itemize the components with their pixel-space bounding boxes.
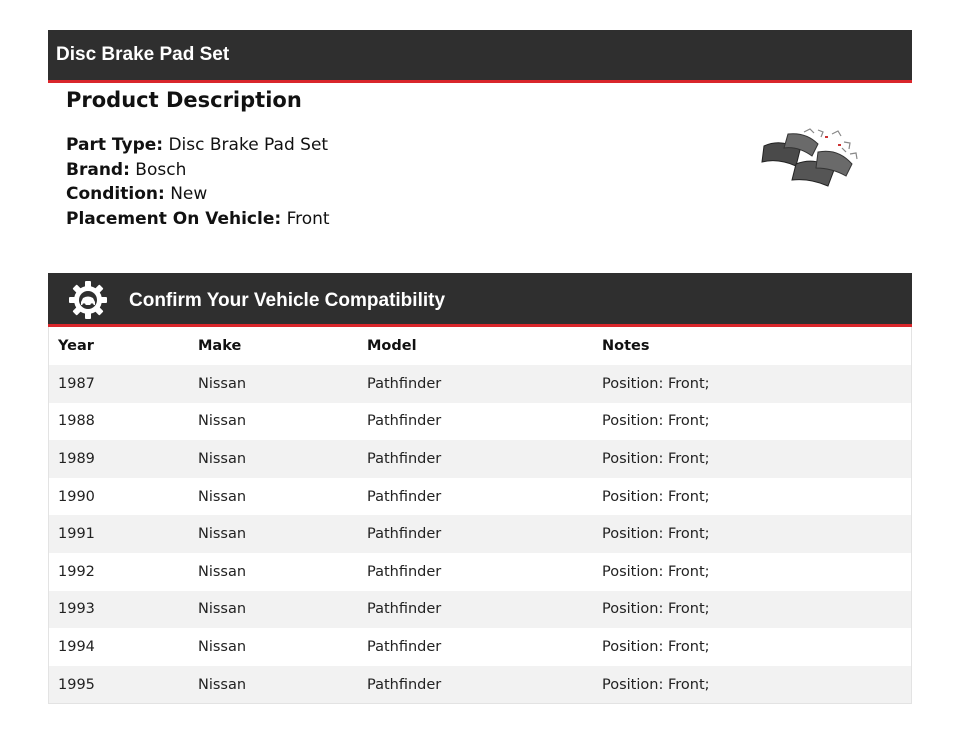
cell-make: Nissan [198, 526, 247, 543]
table-row [49, 553, 911, 591]
cell-model: Pathfinder [367, 375, 442, 392]
brake-pad-image[interactable] [752, 124, 872, 204]
description-heading: Product Description [66, 88, 302, 112]
cell-model: Pathfinder [367, 601, 442, 618]
cell-model: Pathfinder [367, 413, 442, 430]
spec-value: New [170, 184, 208, 204]
cell-make: Nissan [198, 601, 247, 618]
spec-key: Part Type: [66, 135, 164, 155]
cell-notes: Position: Front; [602, 638, 710, 655]
cell-year: 1989 [58, 450, 95, 467]
cell-year: 1990 [58, 488, 95, 505]
cell-year: 1988 [58, 413, 95, 430]
cell-make: Nissan [198, 676, 247, 693]
cell-notes: Position: Front; [602, 601, 710, 618]
cell-model: Pathfinder [367, 526, 442, 543]
cell-model: Pathfinder [367, 450, 442, 467]
table-row [49, 591, 911, 629]
cell-model: Pathfinder [367, 676, 442, 693]
cell-year: 1995 [58, 676, 95, 693]
gear-car-icon [68, 280, 108, 320]
spec-value: Bosch [135, 159, 187, 180]
cell-make: Nissan [198, 488, 247, 505]
table-row [49, 515, 911, 553]
cell-make: Nissan [198, 638, 247, 655]
cell-year: 1987 [58, 375, 95, 392]
spec-key: Placement On Vehicle: [66, 208, 282, 229]
column-header-year: Year [58, 338, 94, 354]
cell-model: Pathfinder [367, 638, 442, 655]
cell-year: 1992 [58, 563, 95, 580]
cell-make: Nissan [198, 375, 247, 392]
spec-key: Brand: [66, 159, 130, 180]
table-row [49, 666, 911, 704]
cell-notes: Position: Front; [602, 450, 710, 467]
table-row [49, 403, 911, 441]
table-row [49, 365, 911, 403]
cell-notes: Position: Front; [602, 488, 710, 505]
compatibility-table [48, 327, 912, 704]
cell-model: Pathfinder [367, 488, 442, 505]
cell-notes: Position: Front; [602, 676, 710, 693]
cell-notes: Position: Front; [602, 563, 710, 580]
spec-value: Front [286, 208, 330, 229]
table-row [49, 478, 911, 516]
column-header-notes: Notes [602, 338, 650, 354]
product-title-bar [48, 30, 912, 83]
cell-make: Nissan [198, 563, 247, 580]
spec-row [66, 207, 886, 232]
cell-make: Nissan [198, 413, 247, 430]
cell-year: 1994 [58, 638, 95, 655]
table-header-row [49, 327, 911, 365]
column-header-make: Make [198, 338, 242, 354]
cell-make: Nissan [198, 450, 247, 467]
spec-key: Condition: [66, 184, 165, 204]
spec-value: Disc Brake Pad Set [168, 135, 329, 155]
cell-notes: Position: Front; [602, 413, 710, 430]
cell-notes: Position: Front; [602, 375, 710, 392]
table-row [49, 440, 911, 478]
product-title: Disc Brake Pad Set [56, 44, 230, 65]
cell-model: Pathfinder [367, 563, 442, 580]
compatibility-title: Confirm Your Vehicle Compatibility [129, 290, 446, 311]
cell-year: 1991 [58, 526, 95, 543]
cell-notes: Position: Front; [602, 526, 710, 543]
cell-year: 1993 [58, 601, 95, 618]
column-header-model: Model [367, 338, 417, 354]
table-row [49, 628, 911, 666]
